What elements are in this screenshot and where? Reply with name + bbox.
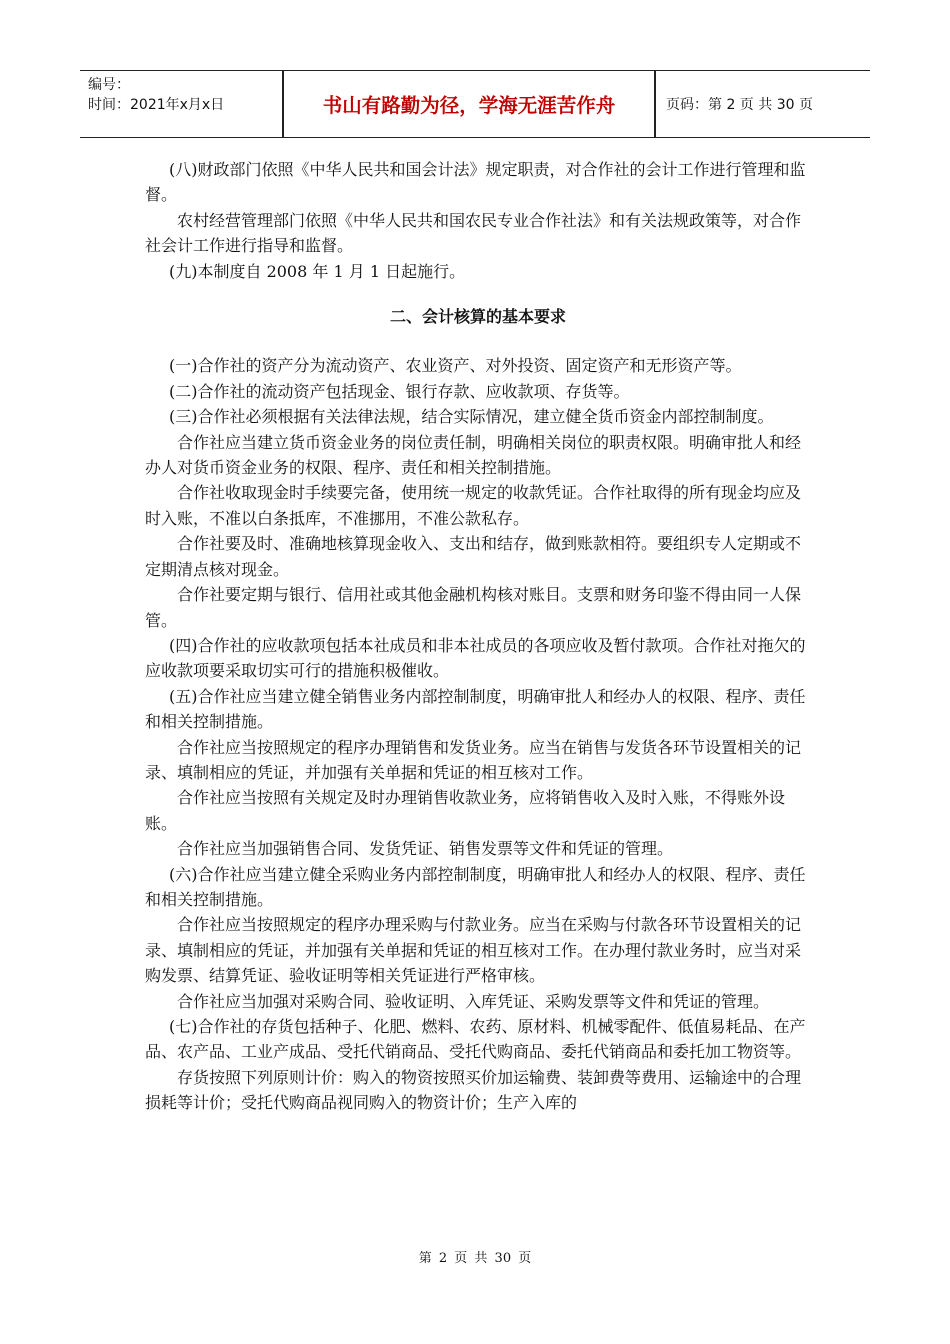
paragraph: (七)合作社的存货包括种子、化肥、燃料、农药、原材料、机械零配件、低值易耗品、在产品、农产品、工业产成品、受托代销商品、受托代购商品、委托代销商品和委托加工物资等。 xyxy=(145,1017,806,1062)
paragraph: 合作社应当加强对采购合同、验收证明、入库凭证、采购发票等文件和凭证的管理。 xyxy=(177,991,770,1011)
page-header xyxy=(80,70,870,138)
paragraph: 农村经营管理部门依照《中华人民共和国农民专业合作社法》和有关法规政策等，对合作社会计工作进行指导和监督。 xyxy=(145,210,802,256)
page-footer: 第 2 页 共 30 页 xyxy=(418,1251,532,1266)
paragraph: 合作社要定期与银行、信用社或其他金融机构核对账目。支票和财务印鉴不得由同一人保管。 xyxy=(145,585,802,630)
header-page-info: 页码：第 2 页 共 30 页 xyxy=(666,97,813,113)
header-meta xyxy=(88,75,278,115)
paragraph: 合作社应当按照规定的程序办理销售和发货业务。应当在销售与发货各环节设置相关的记录、填制相应的凭证，并加强有关单据和凭证的相互核对工作。 xyxy=(145,737,802,782)
paragraph: (二)合作社的流动资产包括现金、银行存款、应收款项、存货等。 xyxy=(169,381,630,401)
header-divider-right xyxy=(654,71,656,137)
paragraph: 存货按照下列原则计价：购入的物资按照买价加运输费、装卸费等费用、运输途中的合理损耗等计价；受托代购商品视同购入的物资计价；生产入库的 xyxy=(145,1067,802,1113)
document-body xyxy=(145,157,811,1116)
paragraph: 合作社要及时、准确地核算现金收入、支出和结存，做到账款相符。要组织专人定期或不定期清点核对现金。 xyxy=(145,534,802,579)
document-time-label: 时间：2021年x月x日 xyxy=(88,97,225,113)
paragraph: 合作社收取现金时手续要完备，使用统一规定的收款凭证。合作社取得的所有现金均应及时入账，不准以白条抵库，不准挪用，不准公款私存。 xyxy=(145,483,802,528)
paragraph: (四)合作社的应收款项包括本社成员和非本社成员的各项应收及暂付款项。合作社对拖欠的应收款项要采取切实可行的措施积极催收。 xyxy=(145,635,806,681)
section-heading: 二、会计核算的基本要求 xyxy=(389,307,566,327)
paragraph: 合作社应当建立货币资金业务的岗位责任制，明确相关岗位的职责权限。明确审批人和经办人对货币资金业务的权限、程序、责任和相关控制措施。 xyxy=(145,432,802,478)
paragraph: 合作社应当按照规定的程序办理采购与付款业务。应当在采购与付款各环节设置相关的记录、填制相应的凭证，并加强有关单据和凭证的相互核对工作。在办理付款业务时，应当对采购发票、结算凭证、验收证明等相关凭证进行严格审核。 xyxy=(145,915,802,986)
document-id-label: 编号： xyxy=(88,77,130,93)
paragraph: (三)合作社必须根据有关法律法规，结合实际情况，建立健全货币资金内部控制制度。 xyxy=(169,407,774,427)
paragraph: (五)合作社应当建立健全销售业务内部控制制度，明确审批人和经办人的权限、程序、责任和相关控制措施。 xyxy=(145,686,806,732)
header-motto: 书山有路勤为径，学海无涯苦作舟 xyxy=(322,94,616,117)
paragraph: (八)财政部门依照《中华人民共和国会计法》规定职责，对合作社的会计工作进行管理和监督。 xyxy=(145,160,806,205)
paragraph: (六)合作社应当建立健全采购业务内部控制制度，明确审批人和经办人的权限、程序、责任和相关控制措施。 xyxy=(145,864,806,909)
paragraph: (九)本制度自 2008 年 1 月 1 日起施行。 xyxy=(169,261,466,281)
paragraph: (一)合作社的资产分为流动资产、农业资产、对外投资、固定资产和无形资产等。 xyxy=(169,356,742,376)
paragraph: 合作社应当按照有关规定及时办理销售收款业务，应将销售收入及时入账，不得账外设账。 xyxy=(145,788,786,833)
paragraph: 合作社应当加强销售合同、发货凭证、销售发票等文件和凭证的管理。 xyxy=(177,839,674,859)
